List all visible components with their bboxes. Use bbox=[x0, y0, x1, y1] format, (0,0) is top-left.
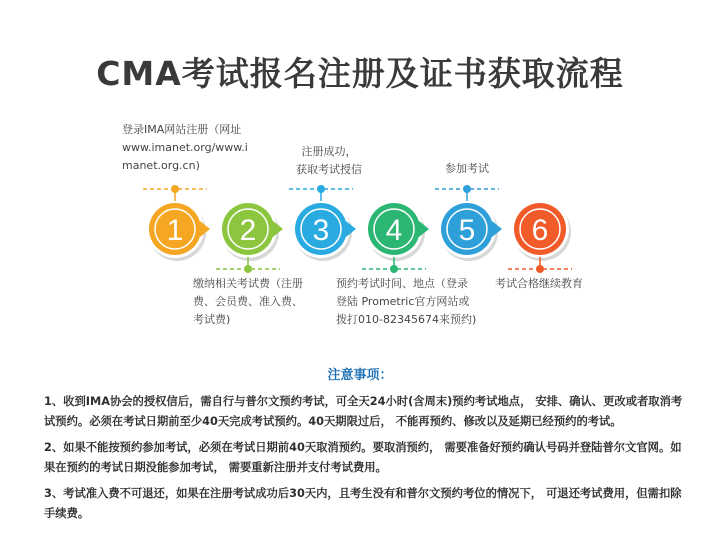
step-4-number: 4 bbox=[385, 214, 403, 247]
step-1-label bbox=[122, 121, 248, 175]
step-2-number: 2 bbox=[239, 214, 257, 247]
step-5-label-line: 参加考试 bbox=[445, 162, 489, 175]
step-1-label-line: 登录IMA网站注册（网址 bbox=[122, 123, 242, 136]
step-3-number: 3 bbox=[312, 214, 330, 247]
step-5-label bbox=[445, 160, 489, 178]
page-title: CMA考试报名注册及证书获取流程 bbox=[96, 54, 624, 93]
step-1-label-line: manet.org.cn) bbox=[122, 159, 200, 172]
step-1-number: 1 bbox=[166, 214, 184, 247]
step-2-label-line: 费、会员费、准入费、 bbox=[193, 295, 303, 308]
note-item: 2、如果不能按预约参加考试，必须在考试日期前40天取消预约。要取消预约， 需要准备好预约确认号码并登陆普尔文官网。如果在预约的考试日期没能参加考试， 需要重新注册并支付考试费用。 bbox=[44, 441, 682, 474]
step-6-number: 6 bbox=[531, 214, 549, 247]
step-6-label bbox=[495, 275, 583, 293]
note-item: 1、收到IMA协会的授权信后，需自行与普尔文预约考试，可全天24小时(含周末)预约考试地点， 安排、确认、更改或者取消考试预约。必须在考试日期前至少40天完成考试预约。40天期限过后， 不能再预约、修改以及延期已经预约的考试。 bbox=[44, 395, 683, 428]
step-3-label bbox=[296, 143, 362, 179]
step-4-label bbox=[336, 275, 476, 329]
step-4-label-line: 拨打010-82345674来预约) bbox=[336, 313, 477, 326]
step-2-label-line: 考试费) bbox=[193, 313, 231, 326]
notes-title: 注意事项： bbox=[327, 368, 393, 383]
step-5-number: 5 bbox=[458, 214, 476, 247]
step-1-label-line: www.imanet.org/www.i bbox=[122, 141, 248, 154]
step-4-label-line: 预约考试时间、地点（登录 bbox=[336, 277, 468, 290]
step-2-label bbox=[193, 275, 303, 329]
step-3-label-line: 注册成功， bbox=[301, 145, 357, 158]
step-3-label-line: 获取考试授信 bbox=[296, 163, 362, 176]
step-6-label-line: 考试合格继续教育 bbox=[495, 277, 583, 290]
note-item: 3、考试准入费不可退还，如果在注册考试成功后30天内，且考生没有和普尔文预约考位的情况下， 可退还考试费用，但需扣除手续费。 bbox=[44, 487, 682, 520]
step-2-label-line: 缴纳相关考试费（注册 bbox=[193, 277, 303, 290]
step-4-label-line: 登陆 Prometric官方网站或 bbox=[336, 295, 470, 308]
